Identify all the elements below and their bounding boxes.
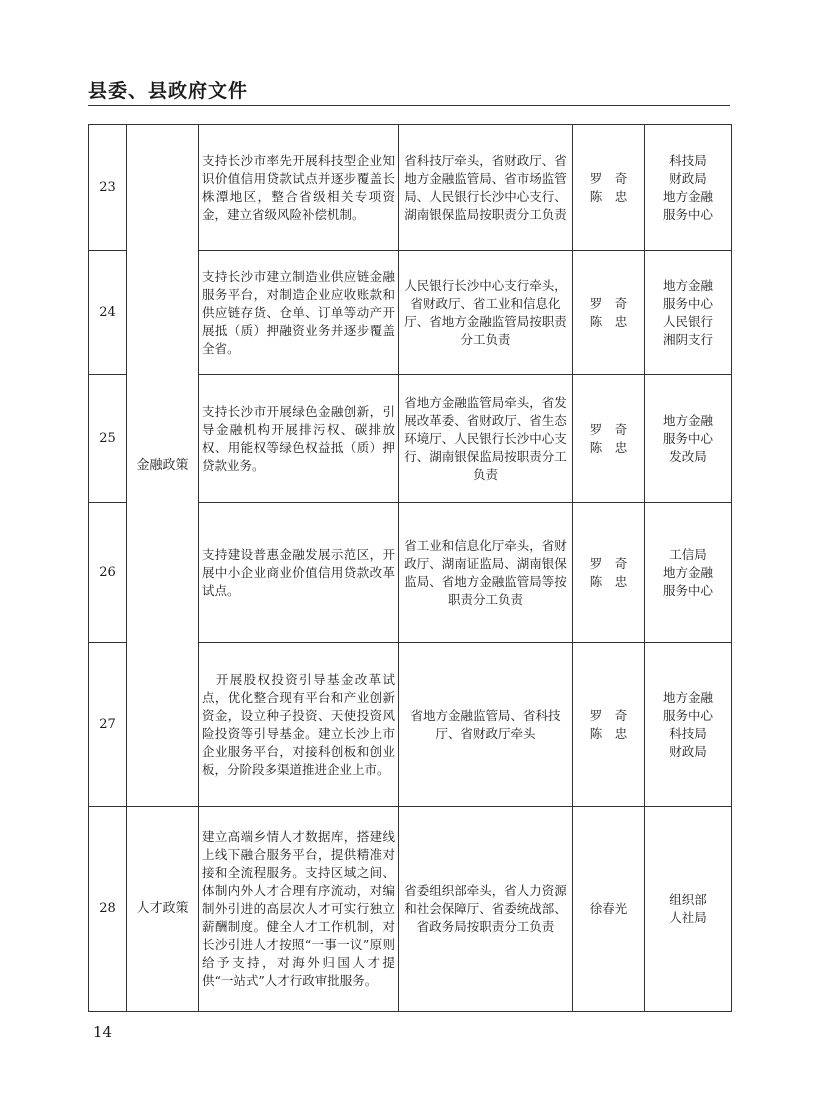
lead-units: 省科技厅牵头，省财政厅、省地方金融监管局、省市场监管局、人民银行长沙中心支行、湖南银保监局按职责分工负责 [399,125,573,251]
category-cell: 金融政策 [127,125,199,807]
department-name: 地方金融 [662,412,713,428]
responsible-leaders [573,251,645,375]
row-number: 23 [89,125,127,251]
leader-name: 陈 忠 [589,439,628,455]
department-name: 服务中心 [662,295,713,311]
department-name: 科技局 [669,725,707,741]
department-name: 科技局 [669,152,707,168]
department-name: 地方金融 [662,277,713,293]
responsible-leaders [573,375,645,503]
leader-name: 徐春光 [589,901,628,916]
leader-name: 罗 奇 [589,295,628,311]
row-number: 27 [89,643,127,807]
task-content: 建立高端乡情人才数据库，搭建线上线下融合服务平台，提供精准对接和全流程服务。支持区域之间、体制内外人才合理有序流动，对编制外引进的高层次人才可实行独立薪酬制度。健全人才工作机制，对长沙引进人才按照“一事一议”原则给予支持，对海外归国人才提供“一站式”人才行政审批服务。 [199,807,399,1012]
leader-name: 罗 奇 [589,170,628,186]
department-name: 地方金融 [662,564,713,580]
leader-name: 罗 奇 [589,707,628,723]
page-header-title: 县委、县政府文件 [88,80,249,102]
row-number: 24 [89,251,127,375]
lead-units: 省地方金融监管局、省科技厅、省财政厅牵头 [399,643,573,807]
department-name: 地方金融 [662,689,713,705]
county-departments [645,807,732,1012]
table-row [89,807,732,1012]
leader-name: 陈 忠 [589,573,628,589]
task-content: 支持长沙市率先开展科技型企业知识价值信用贷款试点并逐步覆盖长株潭地区，整合省级相关专项资金，建立省级风险补偿机制。 [199,125,399,251]
lead-units: 省委组织部牵头，省人力资源和社会保障厅、省委统战部、省政务局按职责分工负责 [399,807,573,1012]
responsible-leaders [573,643,645,807]
department-name: 人民银行 [662,313,713,329]
lead-units: 省地方金融监管局牵头，省发展改革委、省财政厅、省生态环境厅、人民银行长沙中心支行、湖南银保监局按职责分工负责 [399,375,573,503]
county-departments [645,125,732,251]
lead-units: 省工业和信息化厅牵头，省财政厅、湖南证监局、湖南银保监局、省地方金融监管局等按职责分工负责 [399,503,573,643]
department-name: 服务中心 [662,430,713,446]
category-cell: 人才政策 [127,807,199,1012]
leader-name: 罗 奇 [589,421,628,437]
responsible-leaders [573,125,645,251]
row-number: 28 [89,807,127,1012]
task-table [88,124,732,1012]
leader-name: 罗 奇 [589,555,628,571]
department-name: 组织部 [669,892,707,907]
county-departments [645,503,732,643]
task-content: 开展股权投资引导基金改革试点，优化整合现有平台和产业创新资金，设立种子投资、天使投资风险投资等引导基金。建立长沙上市企业服务平台，对接科创板和创业板，分阶段多渠道推进企业上市。 [199,643,399,807]
department-name: 人社局 [669,910,707,925]
county-departments [645,251,732,375]
responsible-leaders [573,807,645,1012]
department-name: 工信局 [669,546,707,562]
row-number: 25 [89,375,127,503]
lead-units: 人民银行长沙中心支行牵头，省财政厅、省工业和信息化厅、省地方金融监管局按职责分工负责 [399,251,573,375]
department-name: 地方金融 [662,188,713,204]
task-content: 支持长沙市开展绿色金融创新，引导金融机构开展排污权、碳排放权、用能权等绿色权益抵（质）押贷款业务。 [199,375,399,503]
header-rule [88,105,730,106]
department-name: 湘阴支行 [662,331,713,347]
leader-name: 陈 忠 [589,725,628,741]
department-name: 服务中心 [662,707,713,723]
row-number: 26 [89,503,127,643]
department-name: 服务中心 [662,206,713,222]
leader-name: 陈 忠 [589,188,628,204]
page-number: 14 [93,1023,113,1041]
department-name: 财政局 [669,743,707,759]
county-departments [645,643,732,807]
task-content: 支持长沙市建立制造业供应链金融服务平台，对制造企业应收账款和供应链存货、仓单、订单等动产开展抵（质）押融资业务并逐步覆盖全省。 [199,251,399,375]
table-row [89,125,732,251]
leader-name: 陈 忠 [589,313,628,329]
department-name: 财政局 [669,170,707,186]
responsible-leaders [573,503,645,643]
task-content: 支持建设普惠金融发展示范区，开展中小企业商业价值信用贷款改革试点。 [199,503,399,643]
department-name: 发改局 [669,448,707,464]
department-name: 服务中心 [662,582,713,598]
county-departments [645,375,732,503]
